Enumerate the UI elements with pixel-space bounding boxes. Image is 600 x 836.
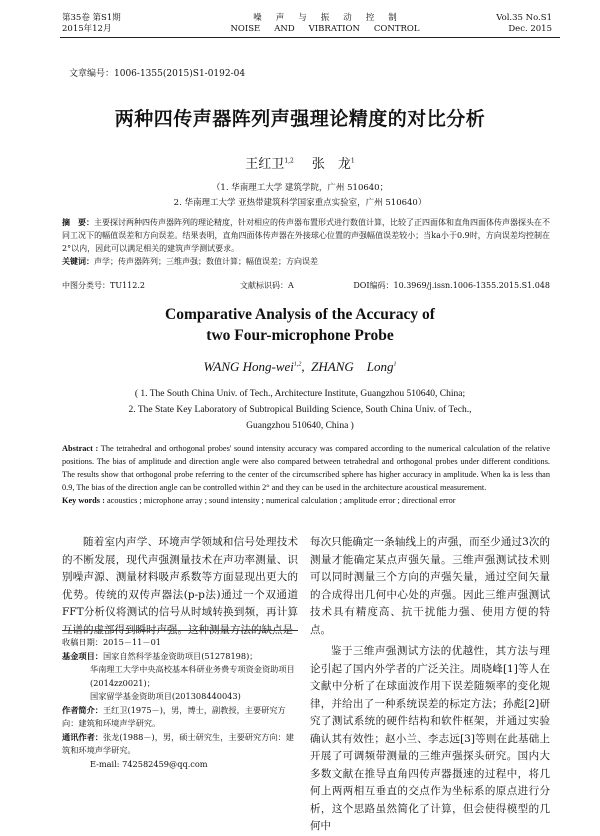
authors-cn (0, 153, 600, 172)
affiliation-en-3: Guangzhou 510640, China ) (246, 421, 354, 431)
corresponding-author: 张龙(1988－)，男，硕士研究生，主要研究方向：建筑和环境声学研究。 (62, 731, 294, 755)
title-cn: 两种四传声器阵列声强理论精度的对比分析 (114, 108, 486, 130)
journal-date-en: Dec. 2015 (508, 24, 552, 34)
author-1-sup: 1,2 (284, 157, 294, 165)
author-2-en-sup: 1 (393, 361, 397, 368)
abstract-cn-label: 摘 要： (62, 217, 94, 227)
footnote (62, 636, 298, 771)
title-en-line-2: two Four-microphone Probe (206, 327, 394, 344)
keywords-en-text: acoustics ; microphone array ; sound intensity ; numerical calculation ; amplitude error ; directional error (104, 496, 456, 505)
journal-name-char: 制 (388, 13, 397, 23)
author-2-sup: 1 (350, 157, 355, 165)
author-1-en-sup: 1,2 (293, 361, 302, 368)
journal-volume-en: Vol.35 No.S1 (496, 13, 552, 23)
body-paragraph: 随着室内声学、环境声学领域和信号处理技术的不断发展，现代声强测量技术在声功率测量、识别噪声源、测量材料吸声系数等方面显现出更大的优势。传统的双传声器法(p-p法)通过一个双通道FFT分析仪将测试的信号从时域转换到频，再计算互谱的虚部得到瞬时声强。这种测量方法的缺点是 (62, 536, 298, 636)
keywords-cn-text: 声学；传声器阵列；三维声强；数值计算；幅值误差；方向误差 (94, 257, 318, 266)
funding-label: 基金项目： (62, 650, 103, 661)
journal-name-char: 振 (320, 13, 330, 23)
clc-number: 中图分类号：TU112.2 (62, 281, 145, 290)
keywords-en-label: Key words : (62, 496, 105, 505)
funding-item: 华南理工大学中央高校基本科研业务费专项资金资助项目(2014zz0021)； (90, 664, 295, 688)
body-right-column (310, 534, 550, 836)
corresponding-label: 通讯作者： (62, 731, 103, 742)
title-en-line-1: Comparative Analysis of the Accuracy of (165, 306, 435, 323)
journal-volume: 第35卷 第S1期 (62, 13, 121, 23)
author-2-en: ZHANG Long (311, 359, 394, 374)
journal-name-char: 声 (275, 13, 285, 23)
journal-name-word: CONTROL (373, 24, 420, 34)
author-1-cn: 王红卫 (245, 157, 285, 172)
journal-date: 2015年12月 (62, 24, 112, 34)
affiliation-cn-1: （1. 华南理工大学 建筑学院，广州 510640； (211, 183, 389, 193)
affiliations-en (0, 386, 600, 434)
title-en (0, 304, 600, 346)
abstract-en (62, 442, 550, 507)
journal-name-en (205, 24, 445, 35)
body-left-column (62, 534, 298, 639)
journal-name-word: AND (274, 24, 295, 34)
abstract-en-label: Abstract : (62, 444, 99, 453)
body-paragraph: 每次只能确定一条轴线上的声强，而至少通过3次的测量才能确定某点声强矢量。三维声强测试技术则可以同时测量三个方向的声强矢量，通过空间矢量的合成得出几何中心处的声强。因此三维声强测试技术具有精度高、抗干扰能力强、使用方便的特点。 (310, 536, 550, 636)
affiliation-en-1: ( 1. The South China Univ. of Tech., Architecture Institute, Guangzhou 510640, China; (134, 389, 466, 399)
received-date: 收稿日期：2015－11－01 (62, 637, 161, 647)
funding-item: 国家留学基金资助项目(201308440043) (90, 691, 241, 701)
journal-name-char: 动 (343, 13, 352, 23)
doi-code: DOI编码：10.3969/j.issn.1006-1355.2015.S1.048 (353, 281, 550, 290)
funding-item: 国家自然科学基金资助项目(51278198)； (102, 650, 258, 661)
journal-issue-header (62, 13, 121, 35)
journal-name-char: 噪 (253, 13, 262, 23)
author-2-cn: 张 龙 (311, 157, 351, 172)
abstract-cn (62, 216, 550, 268)
author-intro-label: 作者简介： (62, 704, 103, 715)
journal-name-word: VIBRATION (308, 24, 360, 34)
journal-name-word: NOISE (230, 24, 261, 34)
affiliation-cn-2: 2. 华南理工大学 亚热带建筑科学国家重点实验室，广州 510640） (173, 198, 427, 208)
article-number: 文章编号：1006-1355(2015)S1-0192-04 (69, 69, 246, 79)
author-intro: 王红卫(1975－)，男，博士，副教授，主要研究方向：建筑和环境声学研究。 (62, 704, 286, 728)
authors-en: WANG Hong-wei$^{1,2}$, ZHANG Long$^1$ (203, 359, 397, 374)
document-code: 文献标识码：A (240, 281, 294, 290)
keywords-cn-label: 关键词： (62, 256, 94, 266)
author-1-en: WANG Hong-wei (203, 359, 294, 374)
email: E-mail: 742582459@qq.com (90, 758, 208, 769)
abstract-cn-text: 主要探讨两种四传声器阵列的理论精度，针对相应的传声器布置形式进行数值计算，比较了正四面体和直角四面体传声器探头在不同工况下的幅值误差和方向误差。结果表明，直角四面体传声器在外接球心位置的声强幅值误差较小；当ka小于0.9时，方向误差均控制在2°以内，因此可以满足相关的建筑声学测试要求。 (62, 218, 550, 253)
journal-name-cn (205, 13, 445, 24)
footnote-rule (62, 630, 298, 631)
header-rule (60, 37, 560, 38)
journal-volume-en-header (496, 13, 552, 35)
affiliation-en-2: 2. The State Key Laboratory of Subtropical Building Science, South China Univ. of Tech., (128, 405, 472, 415)
journal-name-char: 与 (298, 13, 307, 23)
journal-name-char: 控 (365, 13, 375, 23)
body-paragraph: 鉴于三维声强测试方法的优越性，其方法与理论引起了国内外学者的广泛关注。周晓峰[1]等人在文献中分析了在球面波作用下误差随频率的变化规律，并给出了一种系统误差的标定方法；孙彪[2]研究了测试系统的硬件结构和软件框架，并通过实验确认其有效性；赵小兰、李志远[3]等则在此基础上开展了可调频带测量的三维声强探头研究。国内大多数文献在推导直角四传声器摄速的过程中，将几何上两两相互垂直的交点作为坐标系的原点进行分析，这个思路虽然简化了计算，但会使得模型的几何中 (310, 645, 550, 832)
abstract-en-text: The tetrahedral and orthogonal probes' sound intensity accuracy was compared according to the numerical calculation of the relative positions. The bias of amplitude and direction angle were also compared between tetrahedral and orthogonal probes under different conditions. The results show that orthogonal probe referring to the center of the circumscribed sphere has higher accuracy in amplitude. When ka is less than 0.9, The bias of the direction angle can be controlled within 2° and they can be used in the architecture acoustical measurement. (62, 444, 550, 492)
journal-name-header (205, 13, 445, 35)
